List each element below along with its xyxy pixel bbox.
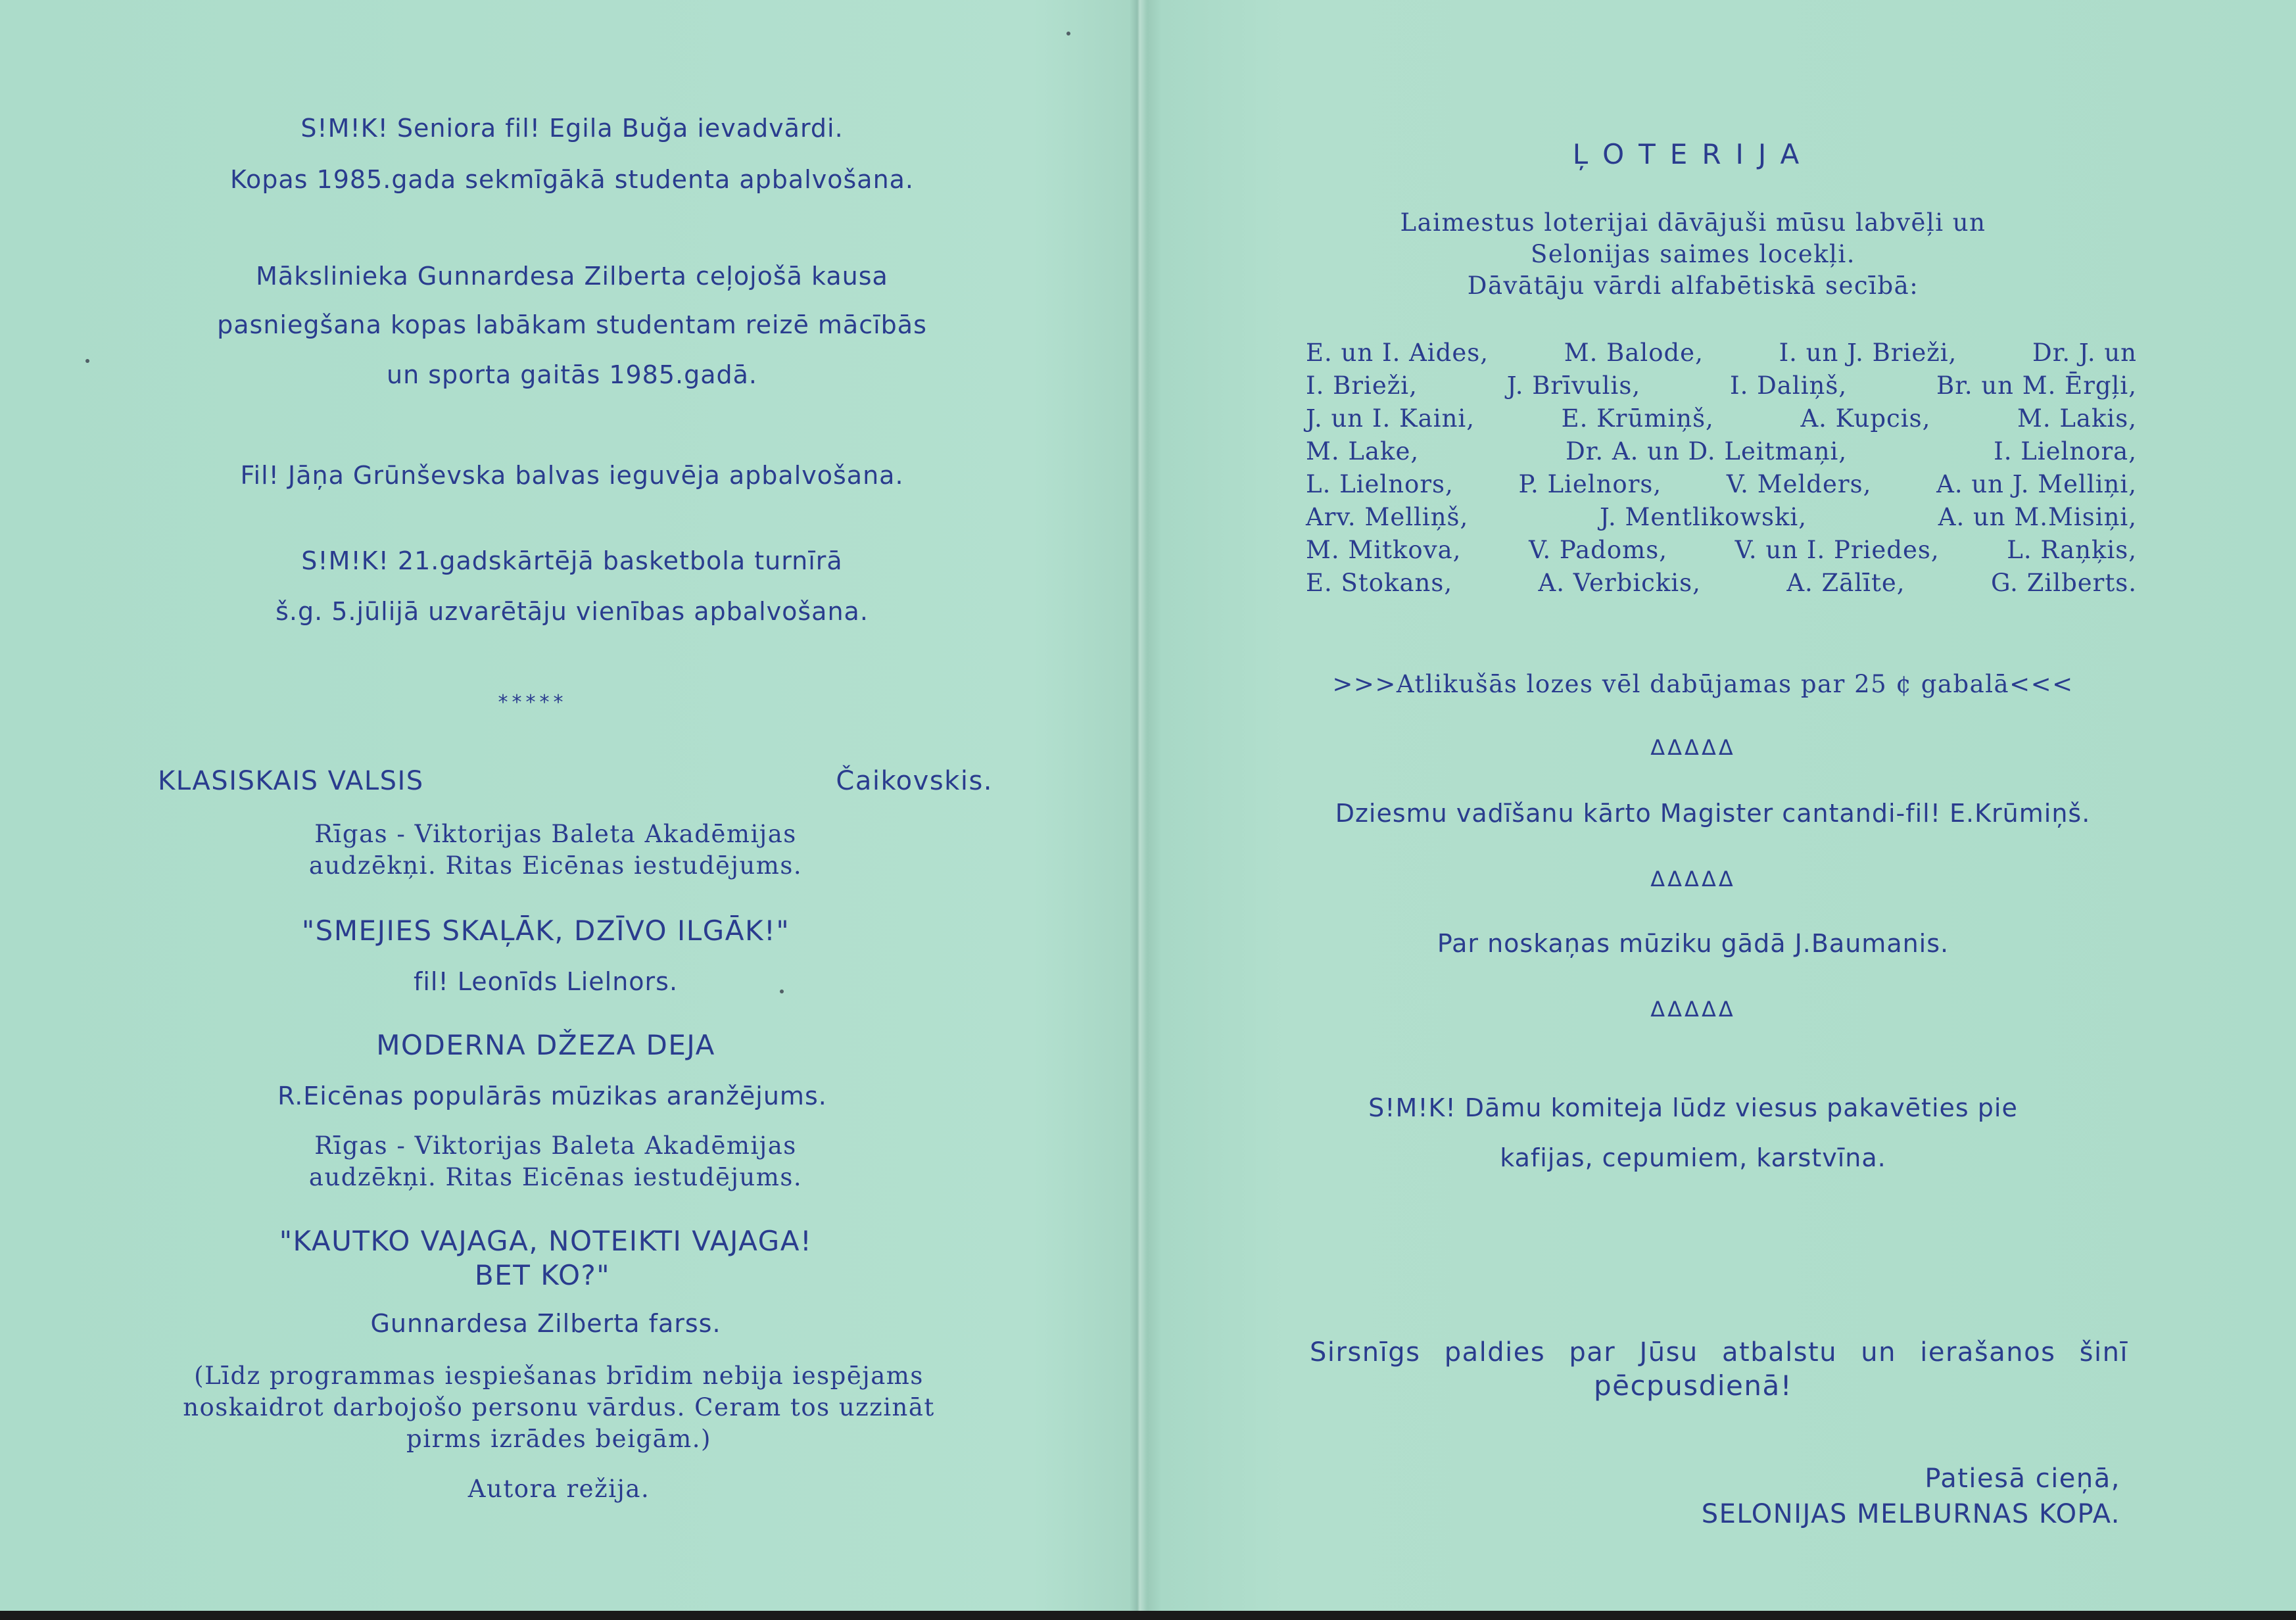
closing xyxy=(1702,1461,2120,1532)
donor-name: L. Raņķis, xyxy=(2007,536,2137,564)
basketball-line-2: š.g. 5.jūlijā uzvarētāju vienības apbalvošana. xyxy=(275,597,869,626)
waltz-composer: Čaikovskis. xyxy=(836,766,993,796)
donor-name: M. Balode, xyxy=(1564,339,1704,367)
stars-divider: ***** xyxy=(498,691,567,714)
farce-author: Gunnardesa Zilberta farss. xyxy=(370,1309,721,1338)
thanks-line-1 xyxy=(1310,1337,2137,1368)
donor-name: A. Kupcis, xyxy=(1800,404,1931,433)
farce-title-2: BET KO?" xyxy=(474,1259,611,1291)
closing-greeting: Patiesā cieņā, xyxy=(1925,1464,2120,1494)
donor-name: A. Zālīte, xyxy=(1786,569,1905,597)
donor-name: P. Lielnors, xyxy=(1518,470,1662,498)
donor-name: E. un I. Aides, xyxy=(1306,339,1489,367)
donor-line-4 xyxy=(1306,435,2137,468)
jazz-music: R.Eicēnas populārās mūzikas aranžējums. xyxy=(277,1082,827,1110)
cup-line-3: un sporta gaitās 1985.gadā. xyxy=(386,360,757,389)
speck xyxy=(1066,32,1070,36)
donor-name: J. Mentlikowski, xyxy=(1600,503,1807,531)
waltz-row xyxy=(158,766,993,796)
donor-line-1 xyxy=(1306,337,2137,369)
donor-line-2 xyxy=(1306,369,2137,402)
donor-name: A. un M.Misiņi, xyxy=(1938,503,2137,531)
donor-name: V. Melders, xyxy=(1726,470,1872,498)
farce-title-1: "KAUTKO VAJAGA, NOTEIKTI VAJAGA! xyxy=(279,1225,813,1257)
basketball-line-1: S!M!K! 21.gadskārtējā basketbola turnīrā xyxy=(301,546,843,575)
waltz-desc-1: Rīgas - Viktorijas Baleta Akadēmijas xyxy=(314,820,797,848)
donor-name: M. Lakis, xyxy=(2017,404,2137,433)
donor-name: A. un J. Melliņi, xyxy=(1936,470,2137,498)
donor-line-8 xyxy=(1306,567,2137,600)
note-line-3: pirms izrādes beigām.) xyxy=(406,1425,711,1453)
left-page xyxy=(151,0,993,1604)
donor-name: L. Lielnors, xyxy=(1306,470,1454,498)
award-line: Fil! Jāņa Grūnševska balvas ieguvēja apbalvošana. xyxy=(240,461,904,490)
donor-name: I. Lielnora, xyxy=(1994,437,2137,465)
donor-name: I. Brieži, xyxy=(1306,371,1418,400)
donor-name: E. Stokans, xyxy=(1306,569,1453,597)
waltz-desc-2: audzēkņi. Ritas Eicēnas iestudējums. xyxy=(308,851,803,880)
donor-name: V. Padoms, xyxy=(1529,536,1667,564)
donor-name: Br. un M. Ērgļi, xyxy=(1936,371,2137,400)
donor-line-7 xyxy=(1306,534,2137,567)
donor-name: G. Zilberts. xyxy=(1990,569,2137,597)
right-page xyxy=(1299,0,2140,1604)
lottery-intro-1: Laimestus loterijai dāvājuši mūsu labvēļi un xyxy=(1400,208,1986,237)
tickets-line: >>>Atlikušās lozes vēl dabūjamas par 25 ¢ gabalā<<< xyxy=(1332,670,2074,698)
donor-name: A. Verbickis, xyxy=(1538,569,1701,597)
ladies-line-2: kafijas, cepumiem, karstvīna. xyxy=(1500,1143,1886,1172)
thanks-text: Sirsnīgs paldies par Jūsu atbalstu un ierašanos šinī xyxy=(1310,1337,2129,1368)
intro-line-1: S!M!K! Seniora fil! Egila Buğa ievadvārdi. xyxy=(300,114,844,143)
donor-name: Arv. Melliņš, xyxy=(1306,503,1469,531)
waltz-title: KLASISKAIS VALSIS xyxy=(158,766,424,796)
intro-line-2: Kopas 1985.gada sekmīgākā studenta apbalvošana. xyxy=(229,165,915,194)
center-fold xyxy=(1130,0,1147,1620)
speck xyxy=(85,359,89,363)
donor-name: Dr. A. un D. Leitmaņi, xyxy=(1566,437,1848,465)
cup-line-1: Mākslinieka Gunnardesa Zilberta ceļojošā kausa xyxy=(256,262,888,291)
direction-line: Autora režija. xyxy=(467,1475,650,1503)
triangle-divider-1: ΔΔΔΔΔ xyxy=(1650,735,1736,760)
ladies-line-1: S!M!K! Dāmu komiteja lūdz viesus pakavēties pie xyxy=(1368,1093,2018,1122)
bottom-edge xyxy=(0,1611,2296,1620)
lottery-intro-3: Dāvātāju vārdi alfabētiskā secībā: xyxy=(1467,272,1919,300)
donor-name: V. un I. Priedes, xyxy=(1734,536,1940,564)
donor-name: M. Lake, xyxy=(1306,437,1420,465)
laugh-author: fil! Leonīds Lielnors. xyxy=(413,967,679,996)
note-line-2: noskaidrot darbojošo personu vārdus. Ceram tos uzzināt xyxy=(183,1393,935,1421)
triangle-divider-3: ΔΔΔΔΔ xyxy=(1650,997,1736,1022)
cup-line-2: pasniegšana kopas labākam studentam reizē mācībās xyxy=(217,310,927,339)
closing-signature: SELONIJAS MELBURNAS KOPA. xyxy=(1701,1499,2120,1529)
donor-name: Dr. J. un xyxy=(2032,339,2137,367)
donor-line-6 xyxy=(1306,501,2137,534)
thanks-line-2: pēcpusdienā! xyxy=(1593,1370,1793,1402)
donor-line-5 xyxy=(1306,468,2137,501)
lottery-title: ĻOTERIJA xyxy=(1572,138,1814,170)
note-line-1: (Līdz programmas iespiešanas brīdim nebija iespējams xyxy=(194,1362,924,1390)
donor-list xyxy=(1306,337,2137,600)
music-line: Par noskaņas mūziku gādā J.Baumanis. xyxy=(1437,929,1949,958)
triangle-divider-2: ΔΔΔΔΔ xyxy=(1650,867,1736,892)
donor-name: J. Brīvulis, xyxy=(1506,371,1641,400)
donor-name: I. Daliņš, xyxy=(1730,371,1848,400)
donor-name: J. un I. Kaini, xyxy=(1306,404,1475,433)
donor-name: M. Mitkova, xyxy=(1306,536,1462,564)
donor-name: I. un J. Brieži, xyxy=(1779,339,1957,367)
laugh-title: "SMEJIES SKAĻĀK, DZĪVO ILGĀK!" xyxy=(301,915,790,947)
lottery-intro-2: Selonijas saimes locekļi. xyxy=(1531,240,1855,268)
jazz-desc-2: audzēkņi. Ritas Eicēnas iestudējums. xyxy=(308,1163,803,1191)
songs-line: Dziesmu vadīšanu kārto Magister cantandi-fil! E.Krūmiņš. xyxy=(1335,799,2091,828)
donor-name: E. Krūmiņš, xyxy=(1561,404,1714,433)
jazz-title: MODERNA DŽEZA DEJA xyxy=(376,1029,715,1061)
jazz-desc-1: Rīgas - Viktorijas Baleta Akadēmijas xyxy=(314,1132,797,1160)
donor-line-3 xyxy=(1306,402,2137,435)
